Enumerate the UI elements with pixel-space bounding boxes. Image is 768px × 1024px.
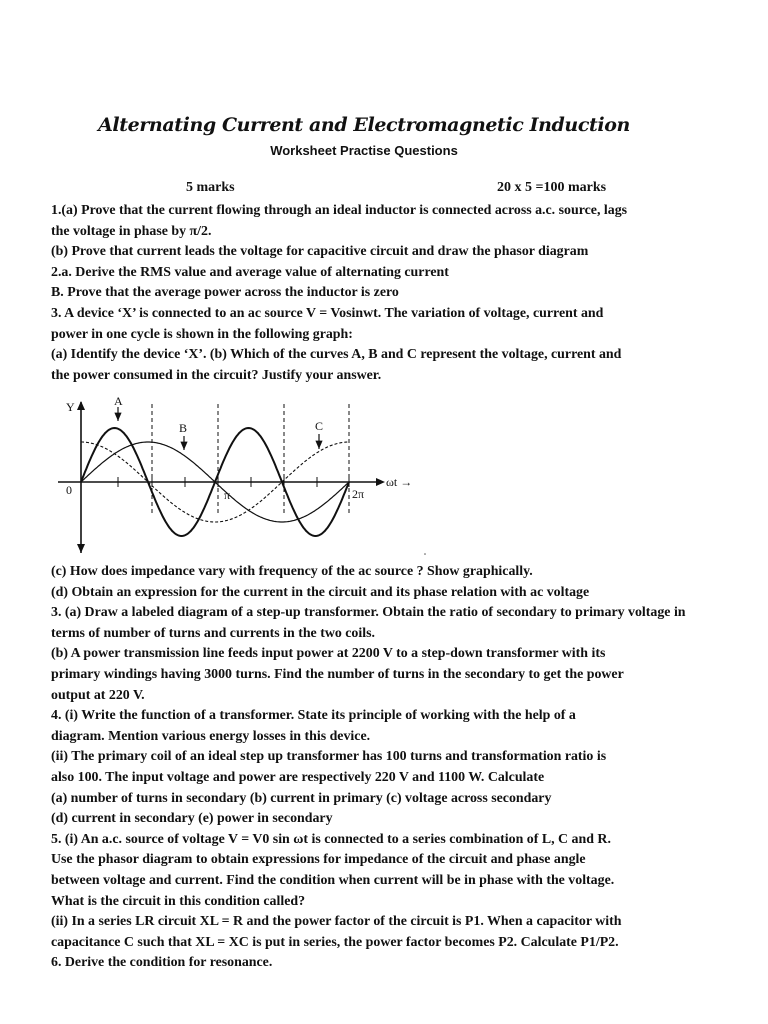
text-line: 1.(a) Prove that the current flowing through an ideal inductor is connected across a.c. source, lags [51, 203, 628, 218]
text-line: capacitance C such that XL = XC is put in series, the power factor becomes P2. Calculate P1/P2. [51, 934, 619, 950]
text-line: 3. A device ‘X’ is connected to an ac source V = Vosinwt. The variation of voltage, current and [51, 305, 604, 321]
text-line: 2.a. Derive the RMS value and average value of alternating current [51, 264, 449, 280]
text-line: (b) Prove that current leads the voltage for capacitive circuit and draw the phasor diagram [51, 244, 589, 260]
curve-c-label: C [315, 419, 324, 433]
text-line: (ii) The primary coil of an ideal step up transformer has 100 turns and transformation ratio is [51, 749, 607, 765]
text-line: (a) Identify the device ‘X’. (b) Which of the curves A, B and C represent the voltage, current and [51, 347, 622, 363]
questions-block-2 [51, 562, 751, 974]
text-line: output at 220 V. [51, 687, 145, 703]
y-axis-arrow-down [77, 544, 85, 553]
text-line: (d) current in secondary (e) power in secondary [51, 811, 333, 827]
text-line: power in one cycle is shown in the following graph: [51, 326, 353, 342]
page-title: Alternating Current and Electromagnetic Induction [98, 114, 630, 136]
text-line: also 100. The input voltage and power are respectively 220 V and 1100 W. Calculate [51, 769, 545, 785]
text-line: What is the circuit in this condition called? [51, 893, 306, 909]
text-line: between voltage and current. Find the condition when current will be in phase with the voltage. [51, 872, 615, 888]
text-line: the power consumed in the circuit? Justify your answer. [51, 367, 382, 383]
text-line: diagram. Mention various energy losses in this device. [51, 728, 371, 744]
y-axis-label: Y [66, 400, 75, 414]
curve-b-label: B [179, 421, 188, 435]
text-line: (d) Obtain an expression for the current in the circuit and its phase relation with ac voltage [51, 584, 590, 600]
page-subtitle: Worksheet Practise Questions [270, 143, 458, 158]
text-line: (c) How does impedance vary with frequency of the ac source ? Show graphically. [51, 564, 533, 579]
text-line: terms of number of turns and currents in the two coils. [51, 625, 375, 641]
pi-tick-label: π [224, 488, 231, 502]
text-line: primary windings having 3000 turns. Find the number of turns in the secondary to get the power [51, 666, 624, 682]
curve-a-label: A [114, 394, 123, 408]
text-line: (b) A power transmission line feeds input power at 2200 V to a step-down transformer with its [51, 646, 606, 662]
text-line: 6. Derive the condition for resonance. [51, 955, 273, 971]
two-pi-tick-label: 2π [352, 487, 365, 501]
text-line: 4. (i) Write the function of a transformer. State its principle of working with the help of a [51, 708, 576, 724]
total-marks: 20 x 5 =100 marks [497, 180, 607, 195]
x-axis-arrow [376, 478, 385, 486]
text-line: 3. (a) Draw a labeled diagram of a step-up transformer. Obtain the ratio of secondary to primary voltage in [51, 605, 686, 621]
origin-label: 0 [66, 483, 72, 497]
text-line: B. Prove that the average power across the inductor is zero [51, 285, 399, 301]
text-line: the voltage in phase by π/2. [51, 223, 212, 239]
text-line: 5. (i) An a.c. source of voltage V = V0 sin ωt is connected to a series combination of L, C and R. [51, 831, 611, 847]
stray-dot [424, 553, 426, 555]
text-line: Use the phasor diagram to obtain expressions for impedance of the circuit and phase angle [51, 852, 586, 868]
x-axis-label: ωt → [386, 475, 413, 489]
y-axis-arrow-up [77, 401, 85, 410]
text-line: (ii) In a series LR circuit XL = R and the power factor of the circuit is P1. When a capacitor with [51, 914, 622, 930]
text-line: (a) number of turns in secondary (b) current in primary (c) voltage across secondary [51, 790, 552, 806]
marks-per-question: 5 marks [186, 180, 235, 195]
